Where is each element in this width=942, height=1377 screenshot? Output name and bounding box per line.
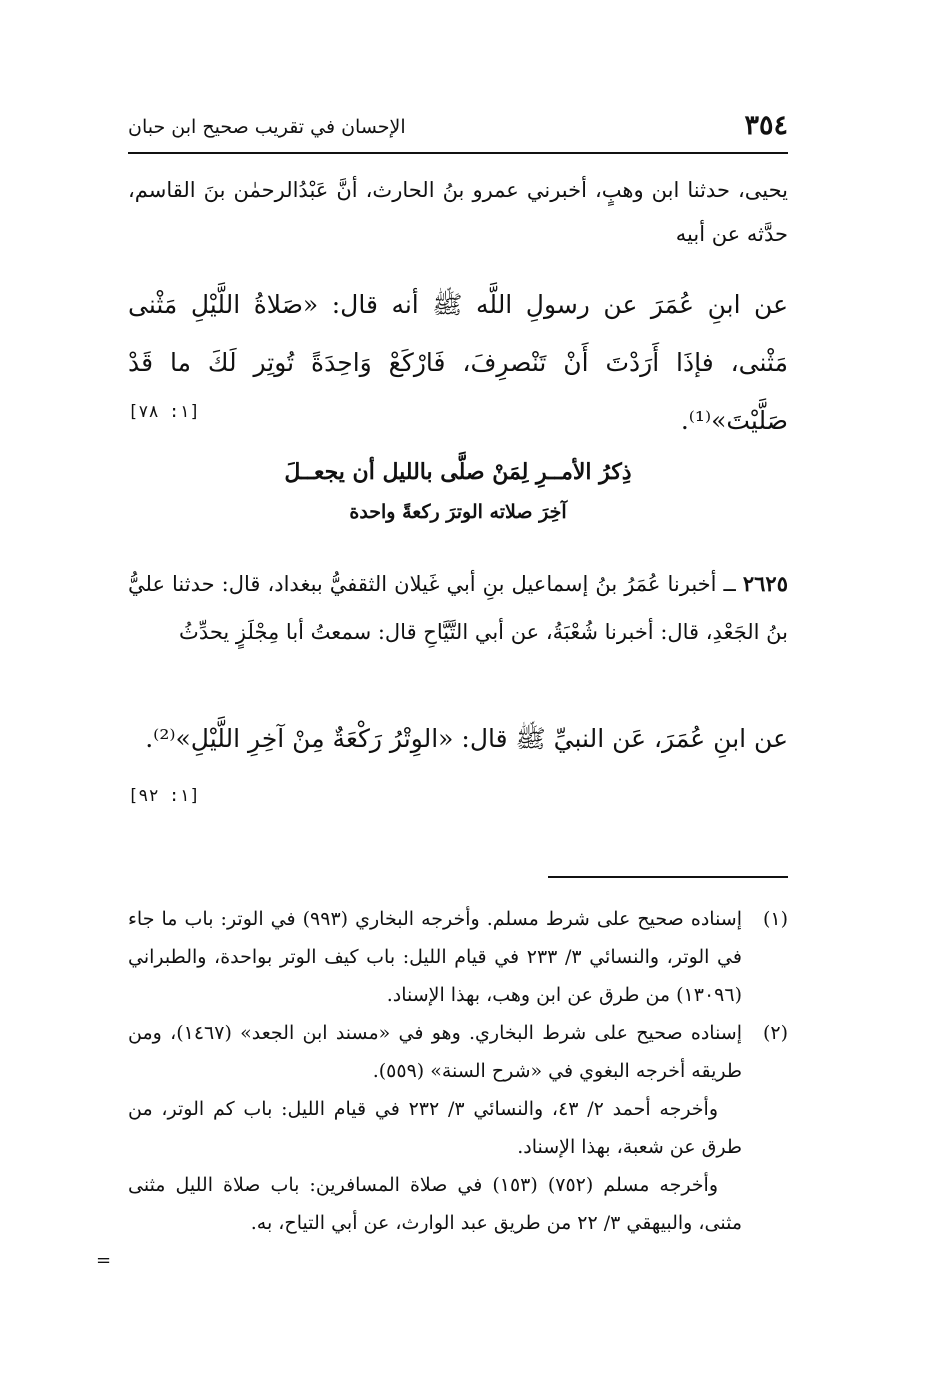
hadith-text-1: عن ابنِ عُمَرَ عن رسولِ اللَّه ﷺ أنه قال: «صَلاةُ اللَّيْلِ مَثْنى مَثْنى، فإذَا أَرَدْتَ أَنْ تَنْصرِفَ، فَارْكَعْ وَاحِدَةً تُوتِر لَكَ ما قَدْ صَلَّيْتَ»⁽¹⁾.: [128, 290, 788, 435]
page-header: [128, 110, 788, 150]
footnote-2-continuation: وأخرجه أحمد ٢/ ٤٣، والنسائي ٣/ ٢٣٢ في قيام الليل: باب كم الوتر، من طرق عن شعبة، بهذا الإسناد.: [128, 1098, 742, 1158]
chapter-heading: [128, 452, 788, 532]
footnote-text: إسناده صحيح على شرط مسلم. وأخرجه البخاري (٩٩٣) في الوتر: باب ما جاء في الوتر، والنسائي ٣/ ٢٣٣ في قيام الليل: باب كيف الوتر بواحدة، والطبراني (١٣٠٩٦) من طرق عن ابن وهب، بهذا الإسناد.: [128, 908, 742, 1006]
hadith-reference-2: [١: ٩٢]: [128, 786, 200, 806]
isnad-text-2: ــ أخبرنا عُمَرُ بنُ إسماعيل بنِ أبي غَيلان الثقفيُّ ببغداد، قال: حدثنا عليُّ بنُ الجَعْدِ، قال: أخبرنا شُعْبَةُ، عن أبي التَّيَّاحِ قال: سمعتُ أبا مِجْلَزٍ يحدِّثُ: [128, 572, 788, 644]
footnote-2-continuation: وأخرجه مسلم (٧٥٢) (١٥٣) في صلاة المسافرين: باب صلاة الليل مثنى مثنى، والبيهقي ٣/ ٢٢ من طريق عبد الوارث، عن أبي التياح، به.: [128, 1174, 742, 1234]
footnote-1: [128, 900, 788, 1014]
footnote-number: (٢): [762, 1022, 788, 1044]
margin-continuation-mark: =: [96, 1250, 112, 1271]
isnad-paragraph-2: [128, 560, 788, 656]
footnote-number: (١): [762, 908, 788, 930]
footnote-rule: [548, 876, 788, 878]
footnote-text: إسناده صحيح على شرط البخاري. وهو في «مسند ابن الجعد» (١٤٦٧)، ومن طريقه أخرجه البغوي في «شرح السنة» (٥٥٩).: [128, 1022, 743, 1082]
hadith-text-2: عن ابنِ عُمَرَ، عَن النبيِّ ﷺ قال: «الوِتْرُ رَكْعَةٌ مِنْ آخِرِ اللَّيْلِ»⁽²⁾.: [145, 724, 788, 753]
page-number: ٣٥٤: [744, 110, 788, 141]
chapter-heading-line-1: ذِكرُ الأمــرِ لِمَنْ صلَّى بالليل أن يجعــلَ: [284, 459, 632, 485]
hadith-number: ٢٦٢٥: [742, 571, 788, 596]
isnad-paragraph-1: يحيى، حدثنا ابن وهبٍ، أخبرني عمرو بنُ الحارث، أنَّ عَبْدُالرحمٰن بنَ القاسم، حدَّثه عن أبيه: [128, 178, 788, 246]
header-rule: [128, 152, 788, 154]
hadith-reference-1: [١: ٧٨]: [128, 402, 200, 422]
chapter-heading-line-2: آخِرَ صلاته الوترَ ركعةً واحدة: [349, 501, 567, 523]
footnote-2: [128, 1014, 788, 1090]
footnotes: [128, 900, 788, 1242]
running-title: الإحسان في تقريب صحيح ابن حبان: [128, 116, 406, 138]
